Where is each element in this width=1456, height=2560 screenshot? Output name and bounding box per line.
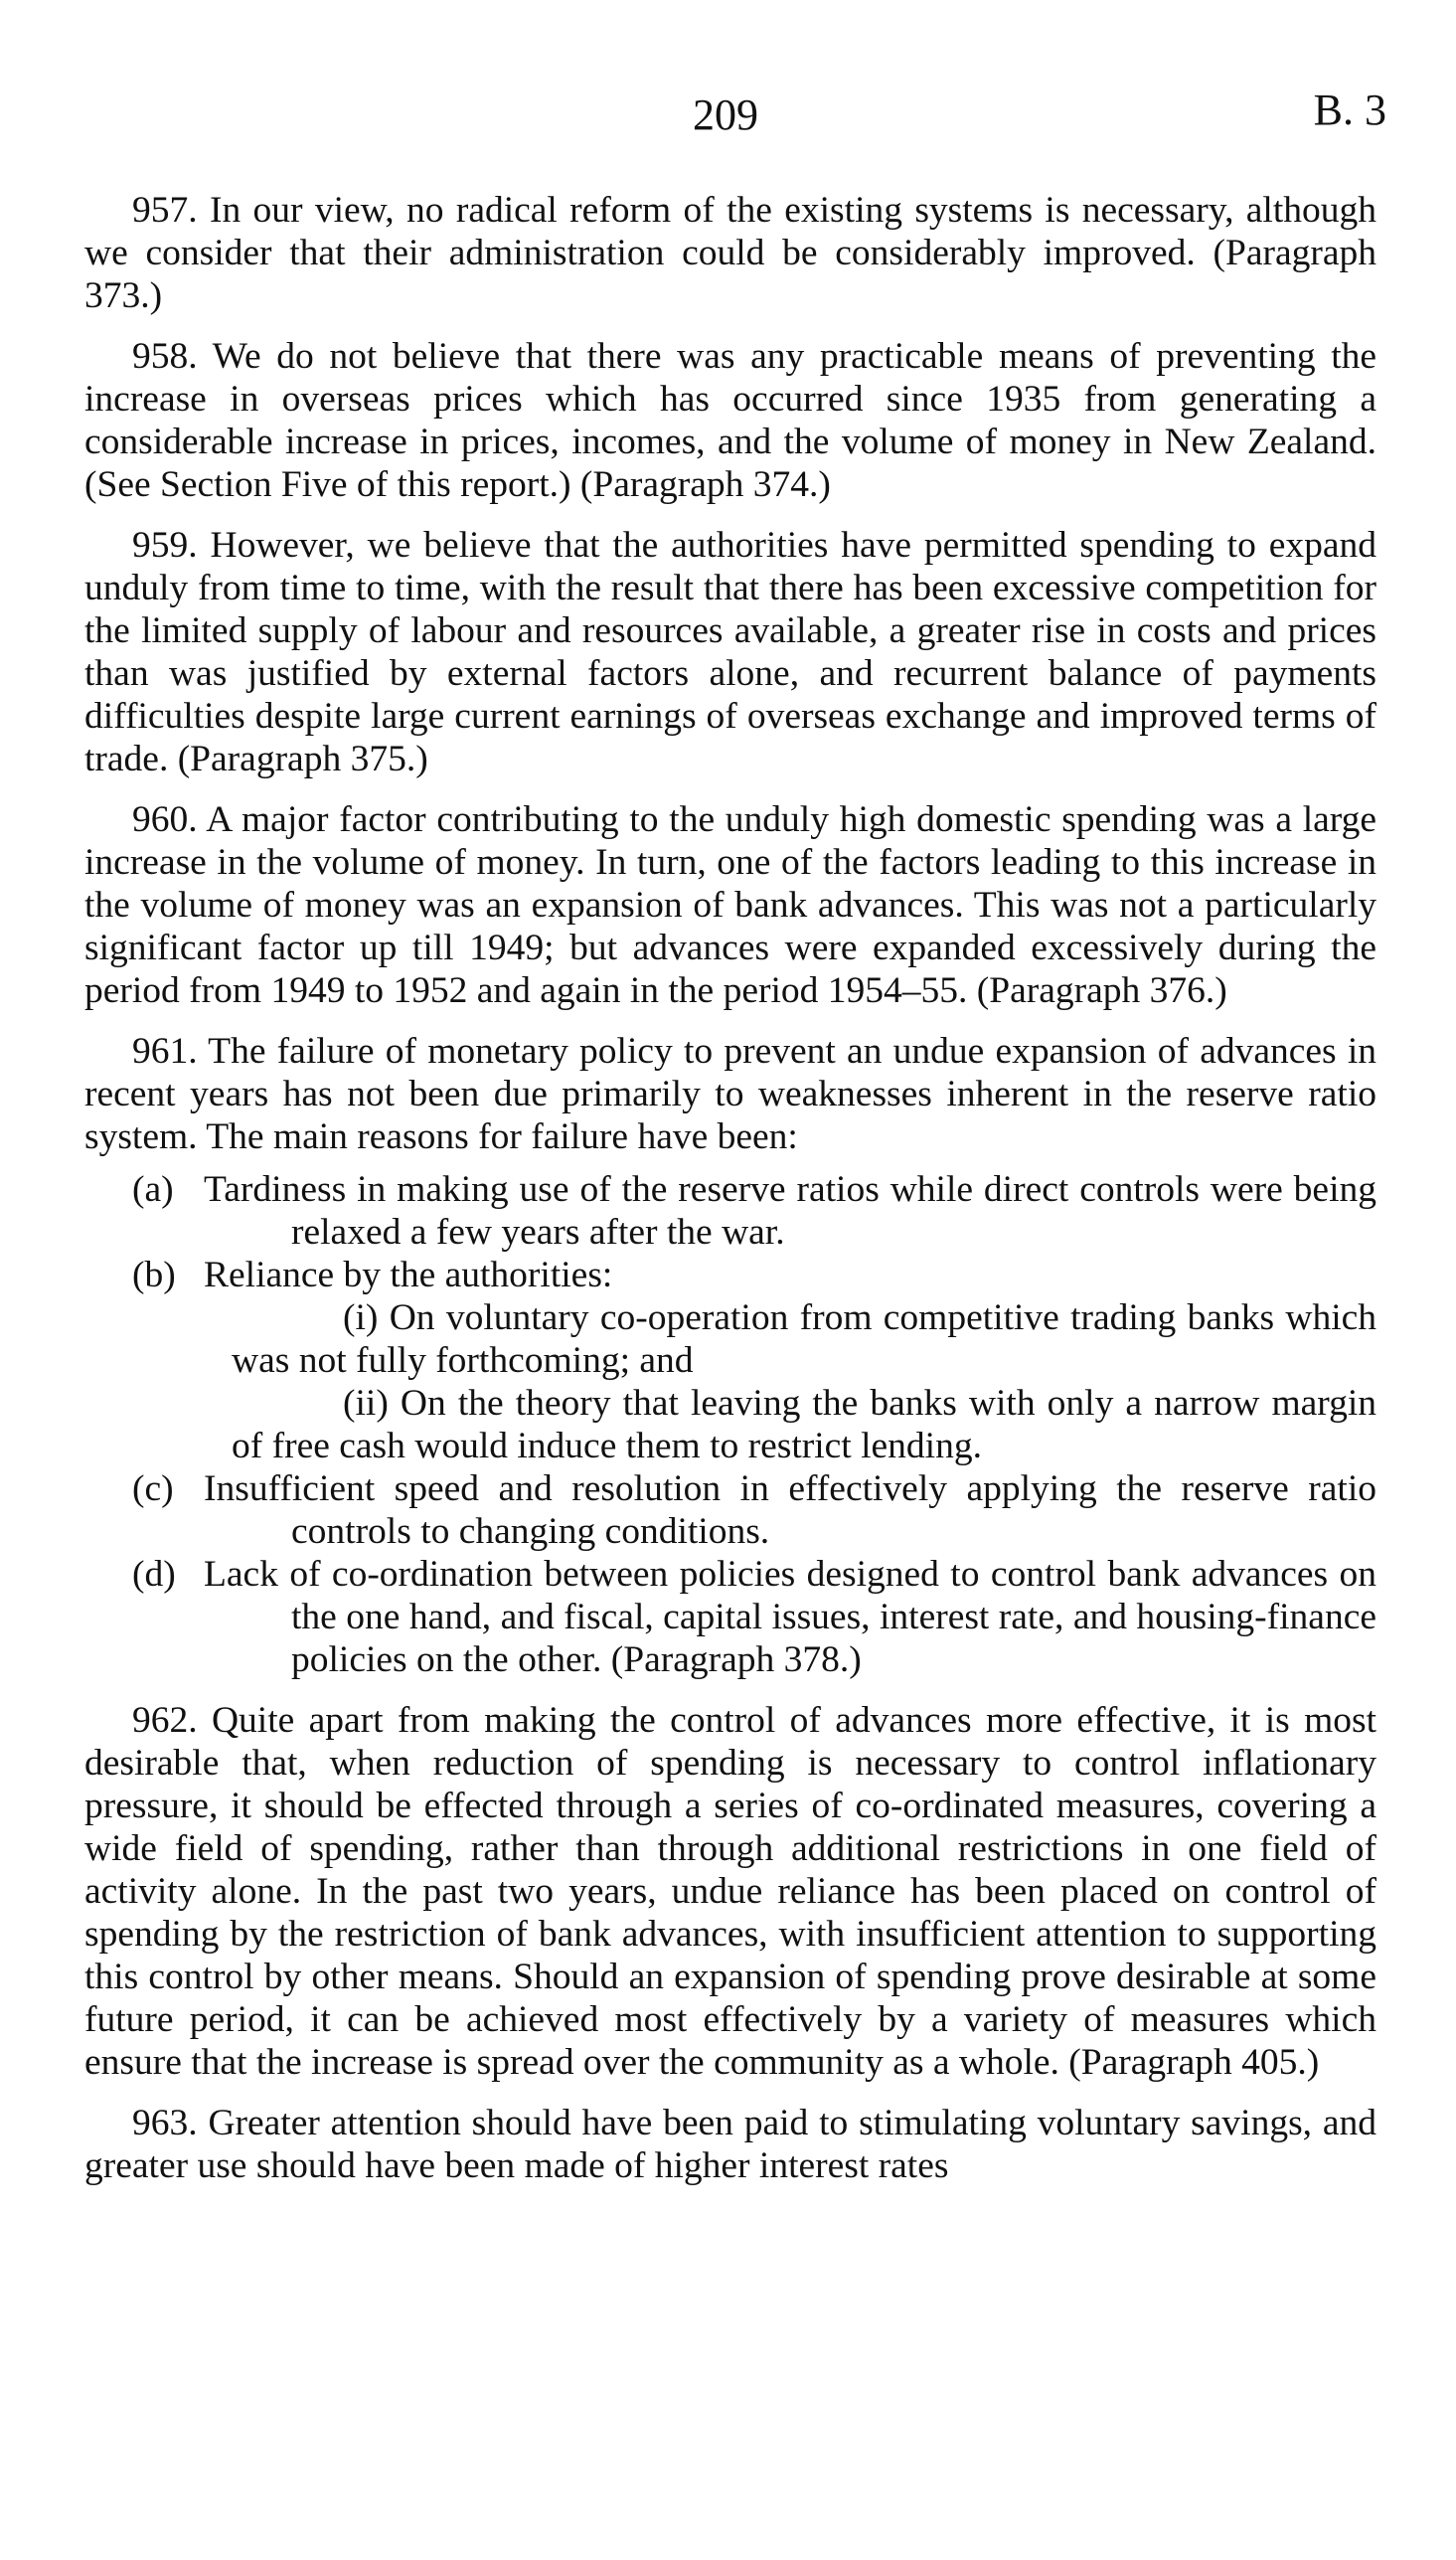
reason-label: (c) (132, 1468, 174, 1509)
paragraph-961 (84, 1030, 1376, 1158)
paragraph-957 (84, 189, 1376, 317)
paragraph-958 (84, 335, 1376, 506)
paragraph-963 (84, 2102, 1376, 2187)
reason-label: (b) (132, 1255, 176, 1295)
paragraph-text: We do not believe that there was any practicable means of preventing the increase in overseas prices which has occurred since 1935 from generating a considerable increase in prices, incomes, and the volume of money in New Zealand. (See Section Five of this report.) (Paragraph 374.) (84, 336, 1377, 505)
reason-item-b (132, 1254, 1376, 1296)
paragraph-number: 959. (132, 525, 198, 566)
reason-text: Tardiness in making use of the reserve ratios while direct controls were being relaxed a few years after the war. (204, 1169, 1376, 1253)
page-number: 209 (693, 90, 758, 139)
paragraph-text: The failure of monetary policy to prevent an undue expansion of advances in recent years has not been due primarily to weaknesses inherent in the reserve ratio system. The main reasons for failure have been: (84, 1031, 1376, 1157)
paragraph-text: Greater attention should have been paid to stimulating voluntary savings, and greater use should have been made of higher interest rates (84, 2103, 1376, 2186)
paragraph-962 (84, 1699, 1376, 2084)
reason-text: Lack of co-ordination between policies designed to control bank advances on the one hand, and fiscal, capital issues, interest rate, and housing-finance policies on the other. (Paragraph 378.) (204, 1554, 1376, 1680)
paragraph-number: 958. (132, 336, 198, 377)
reason-label: (a) (132, 1169, 174, 1210)
paragraph-number: 961. (132, 1031, 198, 1072)
paragraph-number: 962. (132, 1700, 198, 1741)
reason-text: Insufficient speed and resolution in effectively applying the reserve ratio controls to changing conditions. (204, 1468, 1376, 1552)
paragraph-text: A major factor contributing to the unduly high domestic spending was a large increase in the volume of money. In turn, one of the factors leading to this increase in the volume of money was an expansion of bank advances. This was not a particularly significant factor up till 1949; but advances were expanded excessively during the period from 1949 to 1952 and again in the period 1954–55. (Paragraph 376.) (84, 799, 1376, 1011)
reliance-label: (ii) (343, 1383, 389, 1424)
paragraph-number: 960. (132, 799, 198, 840)
document-code: B. 3 (1313, 85, 1386, 134)
reliance-label: (i) (343, 1297, 379, 1338)
reason-item-a (132, 1168, 1376, 1254)
reliance-text: On the theory that leaving the banks with only a narrow margin of free cash would induce them to restrict lending. (232, 1383, 1376, 1466)
paragraph-text: In our view, no radical reform of the existing systems is necessary, although we consider that their administration could be considerably improved. (Paragraph 373.) (84, 190, 1377, 316)
reliance-item-ii (232, 1382, 1376, 1467)
reason-item-c (132, 1467, 1376, 1553)
paragraph-text: Quite apart from making the control of advances more effective, it is most desirable that, when reduction of spending is necessary to control inflationary pressure, it should be effected through a series of co-ordinated measures, covering a wide field of spending, rather than through additional restrictions in one field of activity alone. In the past two years, undue reliance has been placed on control of spending by the restriction of bank advances, with insufficient attention to supporting this control by other means. Should an expansion of spending prove desirable at some future period, it can be achieved most effectively by a variety of measures which ensure that the increase is spread over the community as a whole. (Paragraph 405.) (84, 1700, 1377, 2083)
reason-item-d (132, 1553, 1376, 1681)
document-body (84, 189, 1376, 2187)
reason-label: (d) (132, 1554, 176, 1595)
paragraph-960 (84, 798, 1376, 1012)
reliance-text: On voluntary co-operation from competitive trading banks which was not fully forthcoming; and (232, 1297, 1377, 1381)
reasons-list (84, 1168, 1376, 1681)
paragraph-number: 957. (132, 190, 198, 231)
reason-text: Reliance by the authorities: (204, 1255, 613, 1295)
paragraph-959 (84, 524, 1376, 780)
paragraph-number: 963. (132, 2103, 198, 2143)
paragraph-text: However, we believe that the authorities have permitted spending to expand unduly from time to time, with the result that there has been excessive competition for the limited supply of labour and resources available, a greater rise in costs and prices than was justified by external factors alone, and recurrent balance of payments difficulties despite large current earnings of overseas exchange and improved terms of trade. (Paragraph 375.) (84, 525, 1376, 779)
reliance-item-i (232, 1296, 1376, 1382)
